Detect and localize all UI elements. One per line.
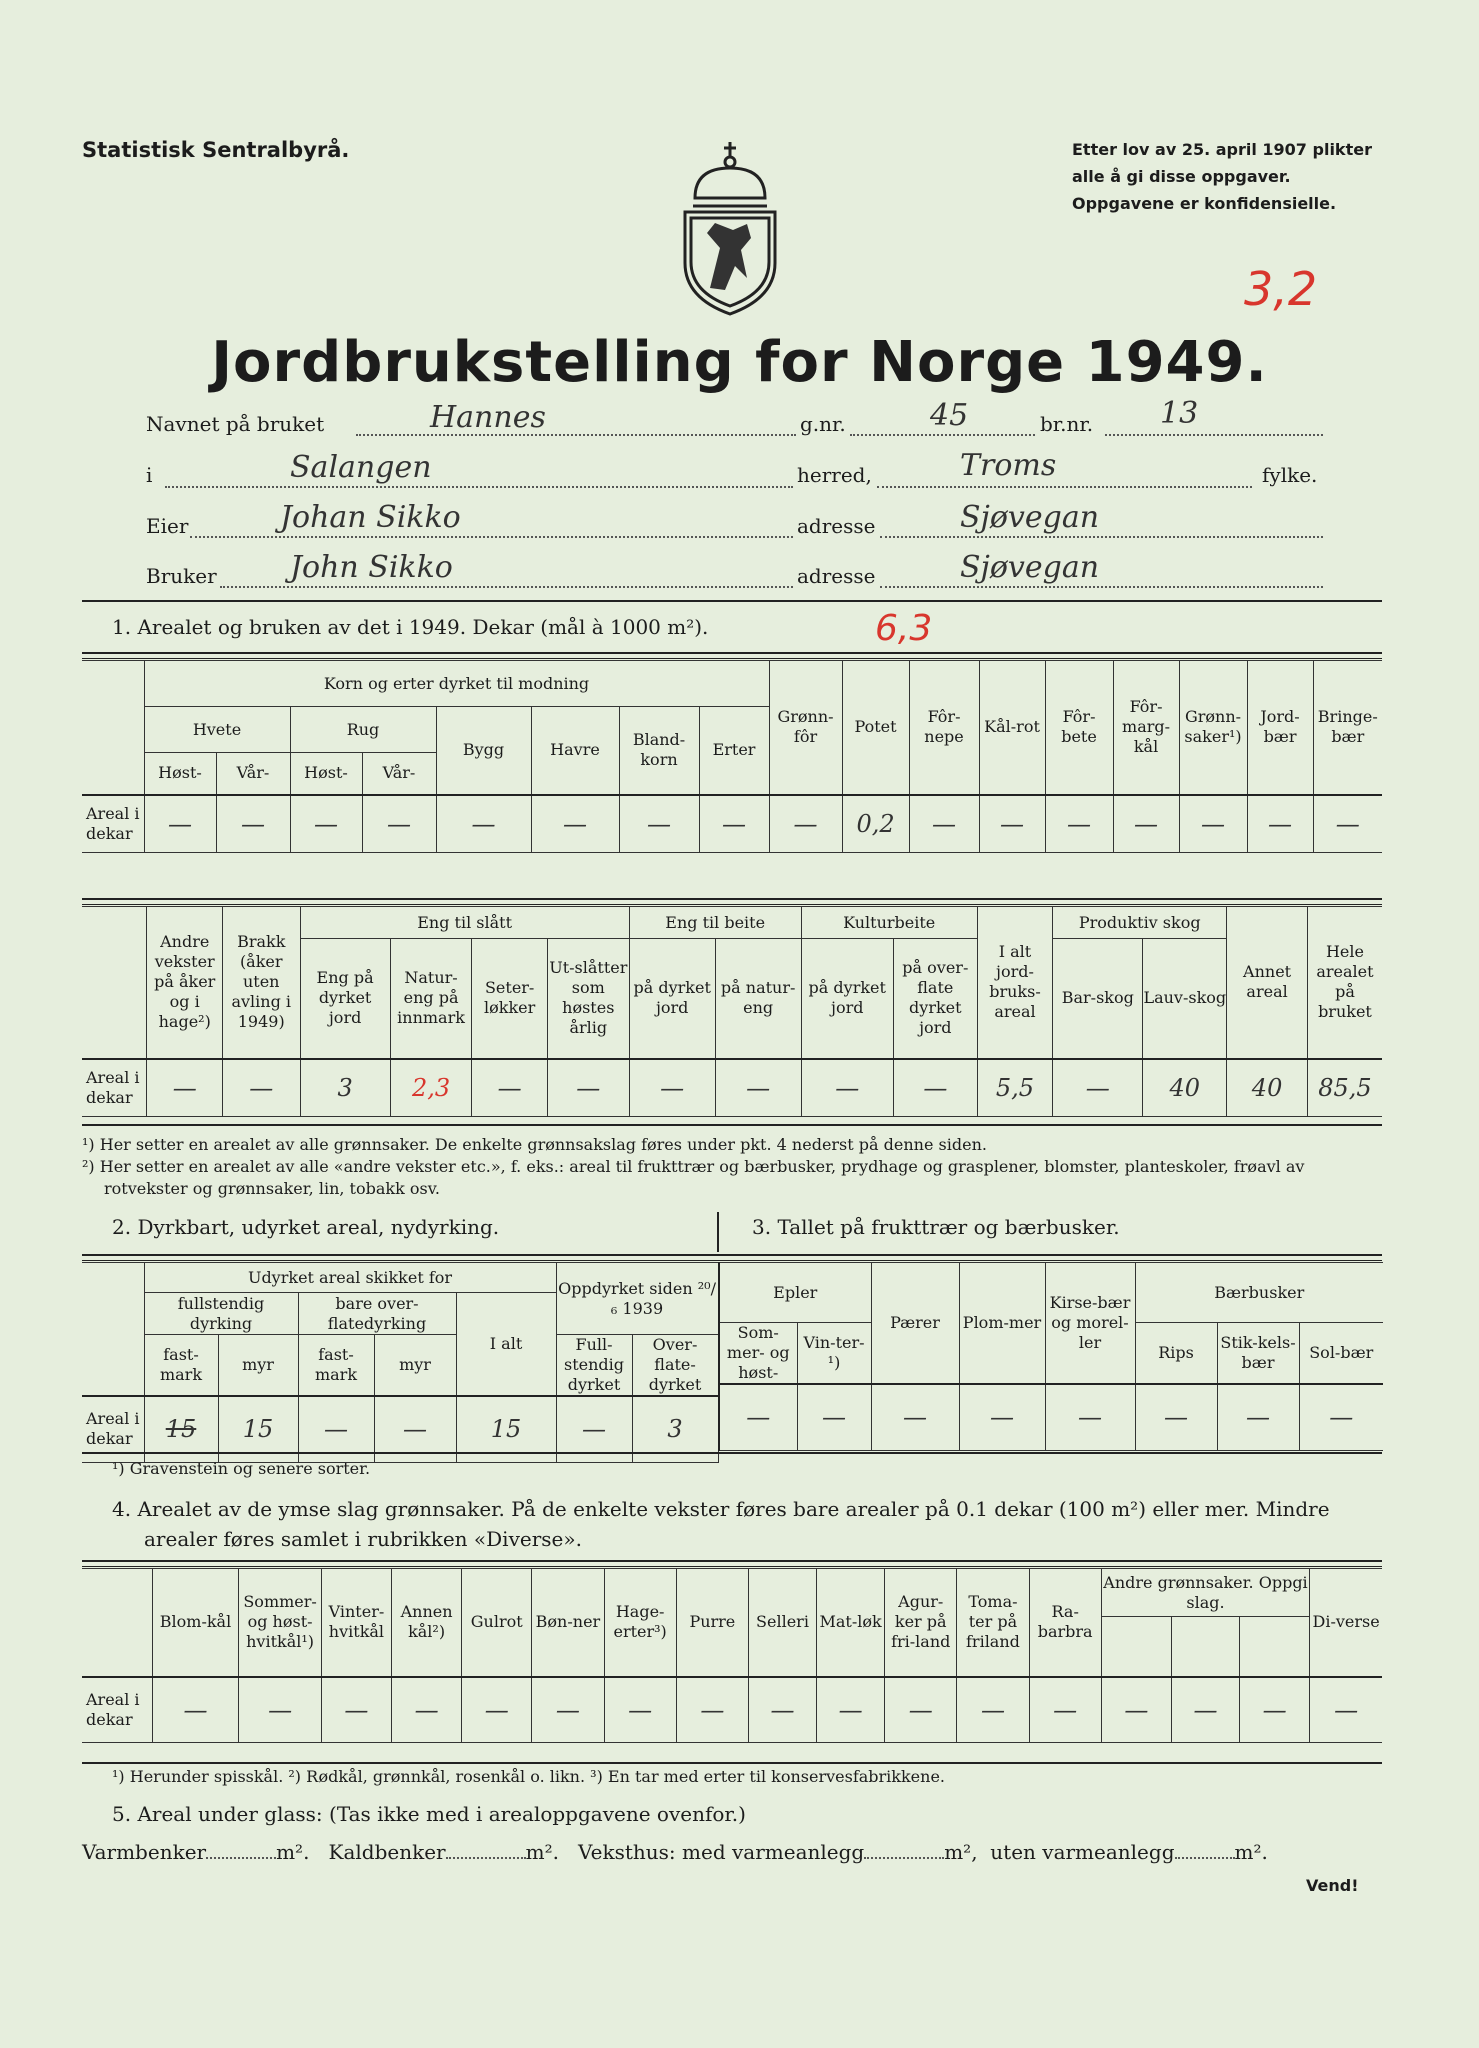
row-label: Areal i dekar [82,1677,152,1743]
coat-of-arms-icon [675,138,785,318]
col-agurker: Agur-ker på fri-land [885,1569,957,1677]
cell-input[interactable]: — [298,1396,374,1462]
group-kulturbeite: Kulturbeite [801,907,977,939]
col-sommer-hvitkal: Sommer- og høst-hvitkål¹) [239,1569,322,1677]
adresse1-field[interactable]: Sjøvegan [960,500,1100,535]
table-2-cultivable [82,1262,719,1463]
gnr-label: g.nr. [800,412,846,436]
col-myr: myr [218,1335,298,1397]
group-andre-gronnsaker: Andre grønnsaker. Oppgi slag. [1101,1569,1309,1617]
col-seterlokker: Seter-løkker [472,939,547,1059]
group-baerbusker: Bærbusker [1135,1263,1383,1323]
brnr-field[interactable]: 13 [1160,396,1199,431]
table-3-fruit-trees [718,1262,1383,1451]
varmbenker-field[interactable] [206,1857,276,1859]
col-rug: Rug [290,707,436,753]
col-gronnfor: Grønn-fôr [769,661,842,795]
cell-input[interactable]: — [629,1059,715,1117]
col-fornepe: Fôr-nepe [909,661,979,795]
cell-input[interactable]: — [1135,1384,1217,1450]
glass-area-line [82,1840,1382,1864]
group-produktiv-skog: Produktiv skog [1053,907,1227,939]
cell-input[interactable]: — [216,795,290,853]
col-kirsebaer: Kirse-bær og morel-ler [1045,1263,1135,1385]
cell-input[interactable]: — [239,1677,322,1743]
col-andre-3 [1240,1617,1310,1677]
cell-input[interactable]: — [1101,1677,1171,1743]
section-4-heading: 4. Arealet av de ymse slag grønnsaker. På de enkelte vekster føres bare arealer på 0.1 dekar (100 m²) eller mer. Mindre arealer føres samlet i rubrikken «Diverse». [112,1497,1330,1551]
section-4-footnote: ¹) Herunder spisskål. ²) Rødkål, grønnkål, rosenkål o. likn. ³) En tar med erter til konservesfabrikkene. [112,1767,946,1786]
section-2-heading: 2. Dyrkbart, udyrket areal, nydyrking. [112,1215,500,1239]
col-rips: Rips [1135,1323,1217,1385]
kaldbenker-label: Kaldbenker [328,1840,446,1864]
veksthus-varme-field[interactable] [864,1857,944,1859]
cell-input[interactable]: — [885,1677,957,1743]
bruker-field[interactable]: John Sikko [290,550,453,585]
group-oppdyrket: Oppdyrket siden ²⁰/₆ 1939 [556,1263,718,1335]
col-blandkorn: Bland-korn [619,707,699,795]
section-5-heading: 5. Areal under glass: (Tas ikke med i arealoppgavene ovenfor.) [112,1802,746,1826]
col-diverse: Di-verse [1310,1569,1382,1677]
group-udyrket: Udyrket areal skikket for [144,1263,556,1293]
cell-input[interactable]: — [1217,1384,1299,1450]
cell-input[interactable]: — [957,1677,1029,1743]
col-gulrot: Gulrot [462,1569,532,1677]
varmbenker-label: Varmbenker [82,1840,207,1864]
col-fastmark: fast-mark [144,1335,218,1397]
col-overflate-dyrket: Over-flate-dyrket [632,1335,718,1397]
herred-field[interactable]: Salangen [290,450,432,485]
col-selleri: Selleri [748,1569,816,1677]
cell-input[interactable]: — [719,1384,797,1450]
col-kultur-overflate: på over-flate dyrket jord [893,939,977,1059]
cell-input[interactable]: — [1179,795,1247,853]
cell-input[interactable]: — [147,1059,222,1117]
veksthus-uten-unit: m². [1234,1840,1268,1864]
col-myr-2: myr [374,1335,456,1397]
cell-input[interactable]: — [699,795,769,853]
col-annen-kal: Annen kål²) [392,1569,462,1677]
fylke-label: fylke. [1262,463,1318,487]
cell-input[interactable]: — [556,1396,632,1462]
col-bygg: Bygg [436,707,531,795]
table-4-vegetables [82,1568,1382,1743]
navnet-label: Navnet på bruket [146,412,325,436]
red-mark: 3,2 [1244,262,1318,316]
cell-input[interactable]: — [1045,1384,1135,1450]
col-hageerter: Hage-erter³) [604,1569,676,1677]
footnote-1: ¹) Her setter en arealet av alle grønnsaker. De enkelte grønnsakslag føres under pkt. 4 nederst på denne siden. [82,1135,987,1154]
adresse2-field[interactable]: Sjøvegan [960,550,1100,585]
veksthus-uten-field[interactable] [1175,1857,1235,1859]
col-purre: Purre [676,1569,748,1677]
row-label: Areal i dekar [82,1396,144,1462]
col-kultur-dyrket: på dyrket jord [801,939,893,1059]
cell-input[interactable]: — [1029,1677,1101,1743]
fylke-field[interactable]: Troms [960,448,1057,483]
cell-input[interactable]: — [290,795,362,853]
col-hvete-host: Høst- [144,753,216,795]
col-i-alt-jordbruksareal: I alt jord-bruks-areal [977,907,1052,1059]
col-rug-var: Vår- [362,753,436,795]
col-formargkal: Fôr-marg-kål [1113,661,1179,795]
section-1-footnotes [82,1134,1382,1200]
cell-input[interactable]: — [893,1059,977,1117]
col-fullstendig-dyrket: Full-stendig dyrket [556,1335,632,1397]
veksthus-uten-label: uten varmeanlegg [990,1840,1175,1864]
kaldbenker-field[interactable] [446,1857,526,1859]
cell-input[interactable]: — [715,1059,801,1117]
col-andre-vekster: Andre vekster på åker og i hage²) [147,907,222,1059]
col-gronnsaker: Grønn-saker¹) [1179,661,1247,795]
col-brakk: Brakk (åker uten avling i 1949) [222,907,300,1059]
col-vinter: Vin-ter-¹) [797,1323,871,1385]
cell-input-annet[interactable]: 40 [1227,1059,1308,1117]
cell-input[interactable]: — [1247,795,1313,853]
herred-label: herred, [797,463,872,487]
law-notice [1072,136,1372,217]
cell-input-myr[interactable]: 15 [218,1396,298,1462]
cell-input[interactable]: — [748,1677,816,1743]
cell-input[interactable]: — [619,795,699,853]
cell-input-natureng[interactable]: 2,3 [390,1059,472,1117]
cell-input[interactable]: — [979,795,1045,853]
cell-input-overflate[interactable]: 3 [632,1396,718,1462]
group-korn: Korn og erter dyrket til modning [144,661,769,707]
cell-input[interactable]: — [1313,795,1382,853]
col-kalrot: Kål-rot [979,661,1045,795]
cell-input-eng-dyrket[interactable]: 3 [300,1059,390,1117]
col-hvete-var: Vår- [216,753,290,795]
col-rug-host: Høst- [290,753,362,795]
cell-input[interactable]: — [392,1677,462,1743]
cell-input[interactable]: — [531,795,619,853]
brnr-label: br.nr. [1040,412,1094,436]
i-label: i [146,463,153,487]
cell-input[interactable]: — [1171,1677,1239,1743]
eier-field[interactable]: Johan Sikko [280,500,461,535]
cell-input-fastmark[interactable]: 15 [144,1396,218,1462]
cell-input[interactable]: — [1113,795,1179,853]
cell-input[interactable]: — [547,1059,629,1117]
cell-input[interactable]: — [909,795,979,853]
adresse2-label: adresse [797,564,876,588]
col-erter: Erter [699,707,769,795]
cell-input[interactable]: — [676,1677,748,1743]
col-natureng: Natur-eng på innmark [390,939,472,1059]
col-utslatter: Ut-slåtter som høstes årlig [547,939,629,1059]
cell-input[interactable]: — [817,1677,885,1743]
cell-input[interactable]: — [152,1677,239,1743]
col-blomkal: Blom-kål [152,1569,239,1677]
cell-input[interactable]: — [871,1384,959,1450]
col-sommer-host: Som-mer- og høst- [719,1323,797,1385]
adresse1-label: adresse [797,514,876,538]
cell-input[interactable]: — [222,1059,300,1117]
row-label: Areal i dekar [82,1059,147,1117]
group-epler: Epler [719,1263,871,1323]
col-lauvskog: Lauv-skog [1143,939,1227,1059]
cell-input[interactable]: — [472,1059,547,1117]
col-stikkelsbaer: Stik-kels-bær [1217,1323,1299,1385]
cell-input[interactable]: — [1310,1677,1382,1743]
section-1-heading: 1. Arealet og bruken av det i 1949. Dekar (mål à 1000 m²). [112,615,709,639]
cell-input[interactable]: — [144,795,216,853]
col-tomater: Toma-ter på friland [957,1569,1029,1677]
footnote-2: ²) Her setter en arealet av alle «andre vekster etc.», f. eks.: areal til frukttrær og bærbusker, prydhage og grasplener, blomster, planteskoler, frøavl av rotvekster og grønnsaker, lin, tobakk osv. [82,1157,1305,1198]
cell-input[interactable]: — [321,1677,391,1743]
veksthus-varme-unit: m², [944,1840,978,1864]
col-vinter-hvitkal: Vinter-hvitkål [321,1569,391,1677]
varmbenker-unit: m². [276,1840,310,1864]
cell-input-i-alt[interactable]: 5,5 [977,1059,1052,1117]
row-label: Areal i dekar [82,795,144,853]
col-barskog: Bar-skog [1053,939,1143,1059]
col-potet: Potet [842,661,909,795]
col-eng-dyrket: Eng på dyrket jord [300,939,390,1059]
cell-input-hele[interactable]: 85,5 [1307,1059,1382,1117]
navnet-field[interactable]: Hannes [430,400,546,435]
col-havre: Havre [531,707,619,795]
col-hele-arealet: Hele arealet på bruket [1307,907,1382,1059]
col-bonner: Bøn-ner [532,1569,604,1677]
cell-input[interactable]: — [1053,1059,1143,1117]
cell-input[interactable]: — [362,795,436,853]
page-title: Jordbrukstelling for Norge 1949. [211,330,1268,395]
col-bringebaer: Bringe-bær [1313,661,1382,795]
cell-input[interactable]: — [769,795,842,853]
cell-input[interactable]: — [801,1059,893,1117]
col-matlok: Mat-løk [817,1569,885,1677]
cell-input[interactable]: — [959,1384,1045,1450]
cell-input[interactable]: — [797,1384,871,1450]
col-forbete: Fôr-bete [1045,661,1113,795]
col-paerer: Pærer [871,1263,959,1385]
table-1-land-use [82,906,1382,1117]
kaldbenker-unit: m². [525,1840,559,1864]
col-jordbaer: Jord-bær [1247,661,1313,795]
section-3-heading: 3. Tallet på frukttrær og bærbusker. [752,1215,1120,1239]
group-eng-slatt: Eng til slått [300,907,629,939]
col-annet-areal: Annet areal [1227,907,1308,1059]
section-1-red-total: 6,3 [875,608,933,649]
col-i-alt: I alt [456,1293,556,1397]
cell-input[interactable]: — [374,1396,456,1462]
cell-input[interactable]: — [1045,795,1113,853]
law-line-2: alle å gi disse oppgaver. [1072,167,1291,186]
vend-note: Vend! [1306,1876,1359,1895]
cell-input[interactable]: — [532,1677,604,1743]
section-3-footnote: ¹) Gravenstein og senere sorter. [112,1459,371,1478]
col-rabarbra: Ra-barbra [1029,1569,1101,1677]
col-beite-natureng: på natur-eng [715,939,801,1059]
eier-label: Eier [146,514,189,538]
group-bare-overflate: bare over-flatedyrking [298,1293,456,1335]
cell-input[interactable]: — [604,1677,676,1743]
law-line-1: Etter lov av 25. april 1907 plikter [1072,140,1372,159]
cell-input[interactable]: — [436,795,531,853]
table-1-crops [82,660,1382,853]
col-fastmark-2: fast-mark [298,1335,374,1397]
cell-input-i-alt[interactable]: 15 [456,1396,556,1462]
col-plommer: Plom-mer [959,1263,1045,1385]
cell-input[interactable]: — [1240,1677,1310,1743]
bruker-label: Bruker [146,564,217,588]
veksthus-varme-label: Veksthus: med varmeanlegg [578,1840,865,1864]
col-solbaer: Sol-bær [1299,1323,1383,1385]
cell-input-potet[interactable]: 0,2 [842,795,909,853]
cell-input[interactable]: — [1299,1384,1383,1450]
group-eng-beite: Eng til beite [629,907,801,939]
col-andre-2 [1171,1617,1239,1677]
col-beite-dyrket: på dyrket jord [629,939,715,1059]
cell-input-lauvskog[interactable]: 40 [1143,1059,1227,1117]
cell-input[interactable]: — [462,1677,532,1743]
col-andre-1 [1101,1617,1171,1677]
org-name: Statistisk Sentralbyrå. [82,138,350,162]
col-hvete: Hvete [144,707,290,753]
group-fullstendig: fullstendig dyrking [144,1293,298,1335]
law-line-3: Oppgavene er konfidensielle. [1072,194,1337,213]
gnr-field[interactable]: 45 [930,398,969,433]
